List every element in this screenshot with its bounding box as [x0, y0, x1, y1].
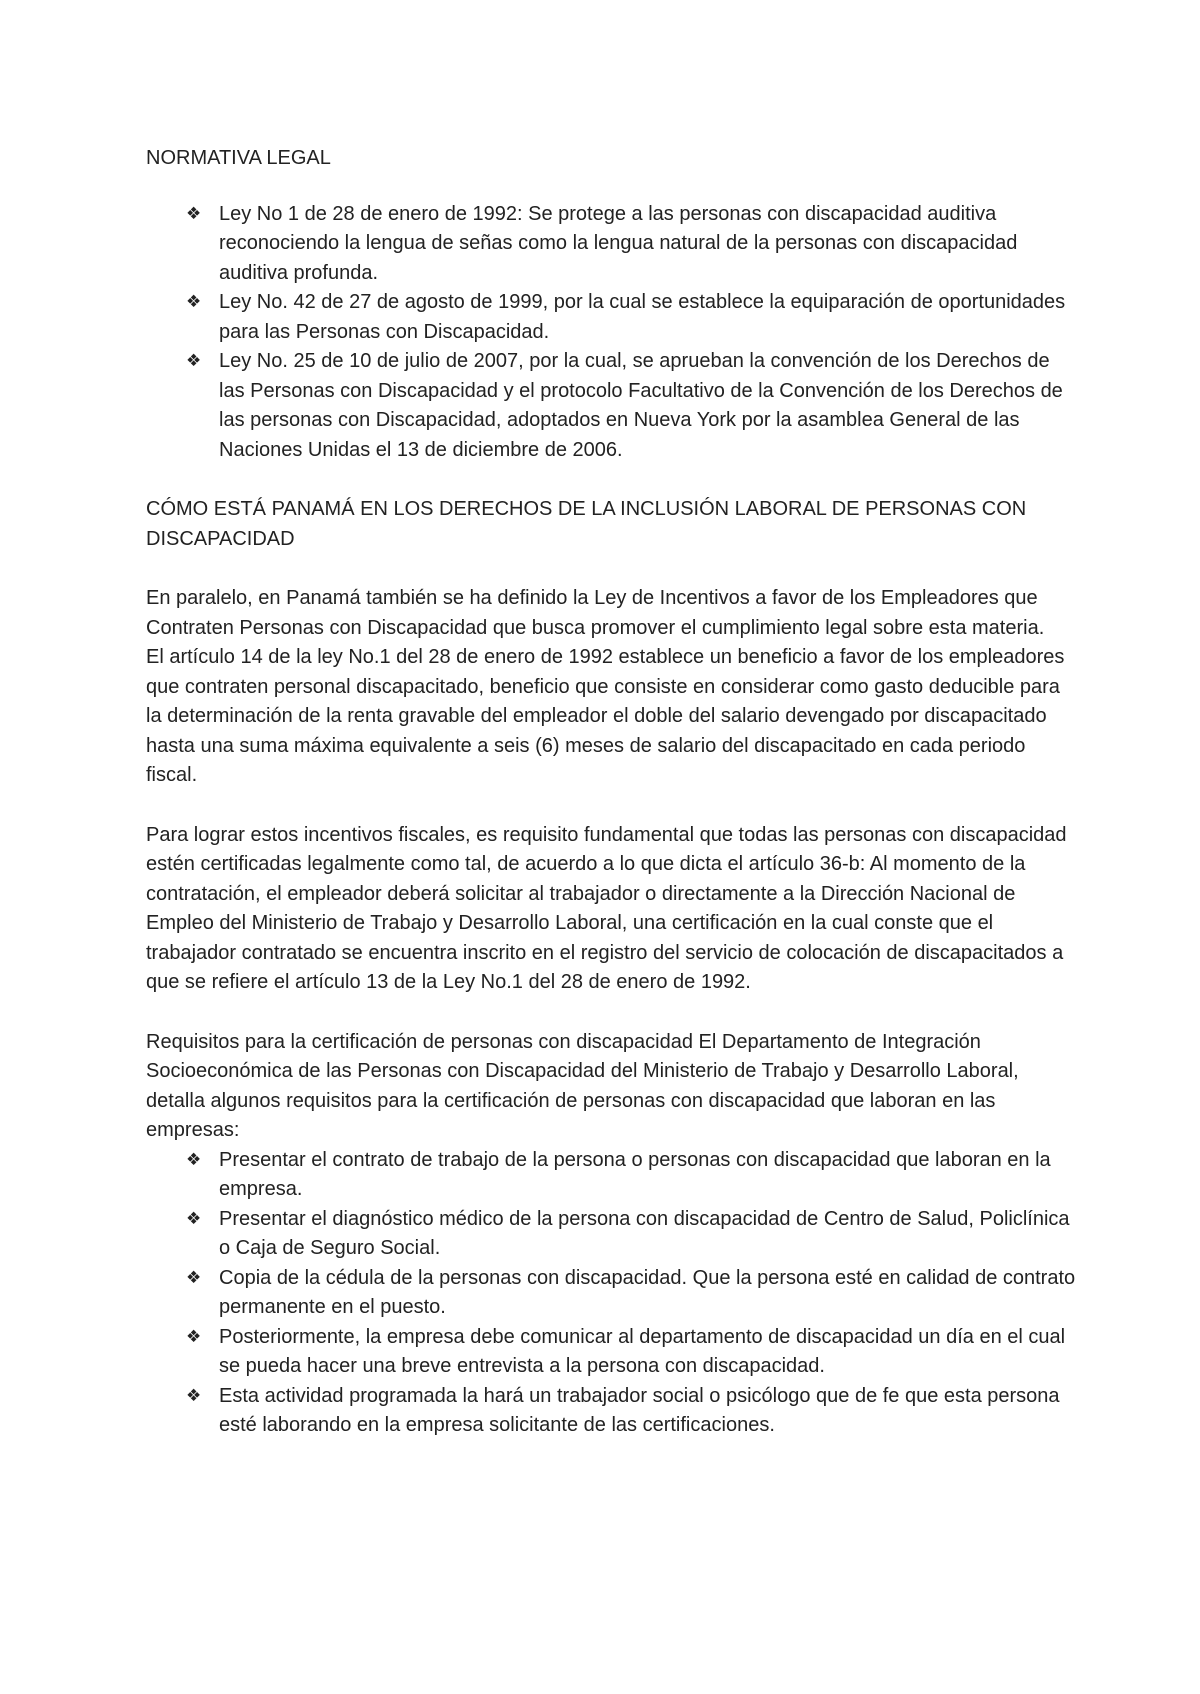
document-page [146, 144, 1076, 1441]
diamond-bullet-icon: ❖ [186, 351, 202, 371]
list-item [146, 200, 1076, 289]
diamond-bullet-icon: ❖ [186, 292, 202, 312]
diamond-bullet-icon: ❖ [186, 1267, 202, 1288]
law-item-text: Ley No. 25 de 10 de julio de 2007, por la cual, se aprueban la convención de los Derechos de las Personas con Discapacidad y el protocolo Facultativo de la Convención de los Derechos de las personas con Discapacidad, adoptados en Nueva York por la asamblea General de las Naciones Unidas el 13 de diciembre de 2006. [219, 350, 1063, 461]
requirement-item-text: Esta actividad programada la hará un trabajador social o psicólogo que de fe que esta persona esté laborando en la empresa solicitante de las certificaciones. [219, 1384, 1060, 1436]
section-title-panama: CÓMO ESTÁ PANAMÁ EN LOS DERECHOS DE LA INCLUSIÓN LABORAL DE PERSONAS CON DISCAPACIDAD [146, 498, 1027, 550]
diamond-bullet-icon: ❖ [186, 1149, 202, 1170]
list-item [146, 1146, 1076, 1205]
list-item [146, 1205, 1076, 1264]
requirement-item-text: Presentar el diagnóstico médico de la persona con discapacidad de Centro de Salud, Policlínica o Caja de Seguro Social. [219, 1207, 1070, 1259]
list-item [146, 347, 1076, 465]
paragraph-article-14: El artículo 14 de la ley No.1 del 28 de enero de 1992 establece un beneficio a favor de los empleadores que contraten personal discapacitado, beneficio que consiste en considerar como gasto deducible para la determinación de la renta gravable del empleador el doble del salario devengado por discapacitado hasta una suma máxima equivalente a seis (6) meses de salario del discapacitado en cada periodo fiscal. [146, 646, 1065, 786]
requirement-item-text: Copia de la cédula de la personas con discapacidad. Que la persona esté en calidad de contrato permanente en el puesto. [219, 1266, 1076, 1318]
spacer [146, 465, 1076, 495]
requirement-item-text: Posteriormente, la empresa debe comunicar al departamento de discapacidad un día en el cual se pueda hacer una breve entrevista a la persona con discapacidad. [219, 1325, 1066, 1377]
law-item-text: Ley No. 42 de 27 de agosto de 1999, por la cual se establece la equiparación de oportunidades para las Personas con Discapacidad. [219, 291, 1066, 343]
law-list [146, 200, 1076, 466]
requirements-list [146, 1146, 1076, 1441]
spacer [146, 554, 1076, 584]
paragraph-requirements-intro: Requisitos para la certificación de personas con discapacidad El Departamento de Integración Socioeconómica de las Personas con Discapacidad del Ministerio de Trabajo y Desarrollo Laboral, detalla algunos requisitos para la certificación de personas con discapacidad que laboran en las empresas: [146, 1030, 1019, 1141]
list-item [146, 288, 1076, 347]
paragraph-fiscal-incentives: Para lograr estos incentivos fiscales, es requisito fundamental que todas las personas con discapacidad estén certificadas legalmente como tal, de acuerdo a lo que dicta el artículo 36-b: Al momento de la contratación, el empleador deberá solicitar al trabajador o directamente a la Dirección Nacional de Empleo del Ministerio de Trabajo y Desarrollo Laboral, una certificación en la cual conste que el trabajador contratado se encuentra inscrito en el registro del servicio de colocación de discapacitados a que se refiere el artículo 13 de la Ley No.1 del 28 de enero de 1992. [146, 823, 1067, 993]
list-item [146, 1264, 1076, 1323]
paragraph-incentives-law: En paralelo, en Panamá también se ha definido la Ley de Incentivos a favor de los Empleadores que Contraten Personas con Discapacidad que busca promover el cumplimiento legal sobre esta materia. [146, 587, 1045, 639]
diamond-bullet-icon: ❖ [186, 203, 202, 224]
law-item-text: Ley No 1 de 28 de enero de 1992: Se protege a las personas con discapacidad auditiva reconociendo la lengua de señas como la lengua natural de la personas con discapacidad auditiva profunda. [219, 202, 1018, 284]
diamond-bullet-icon: ❖ [186, 1208, 202, 1229]
requirement-item-text: Presentar el contrato de trabajo de la persona o personas con discapacidad que laboran en la empresa. [219, 1148, 1051, 1200]
spacer [146, 998, 1076, 1028]
spacer [146, 791, 1076, 821]
list-item [146, 1382, 1076, 1441]
list-item [146, 1323, 1076, 1382]
diamond-bullet-icon: ❖ [186, 1385, 202, 1406]
diamond-bullet-icon: ❖ [186, 1326, 202, 1347]
section-title-normativa-legal: NORMATIVA LEGAL [146, 147, 331, 169]
spacer [146, 174, 1076, 200]
